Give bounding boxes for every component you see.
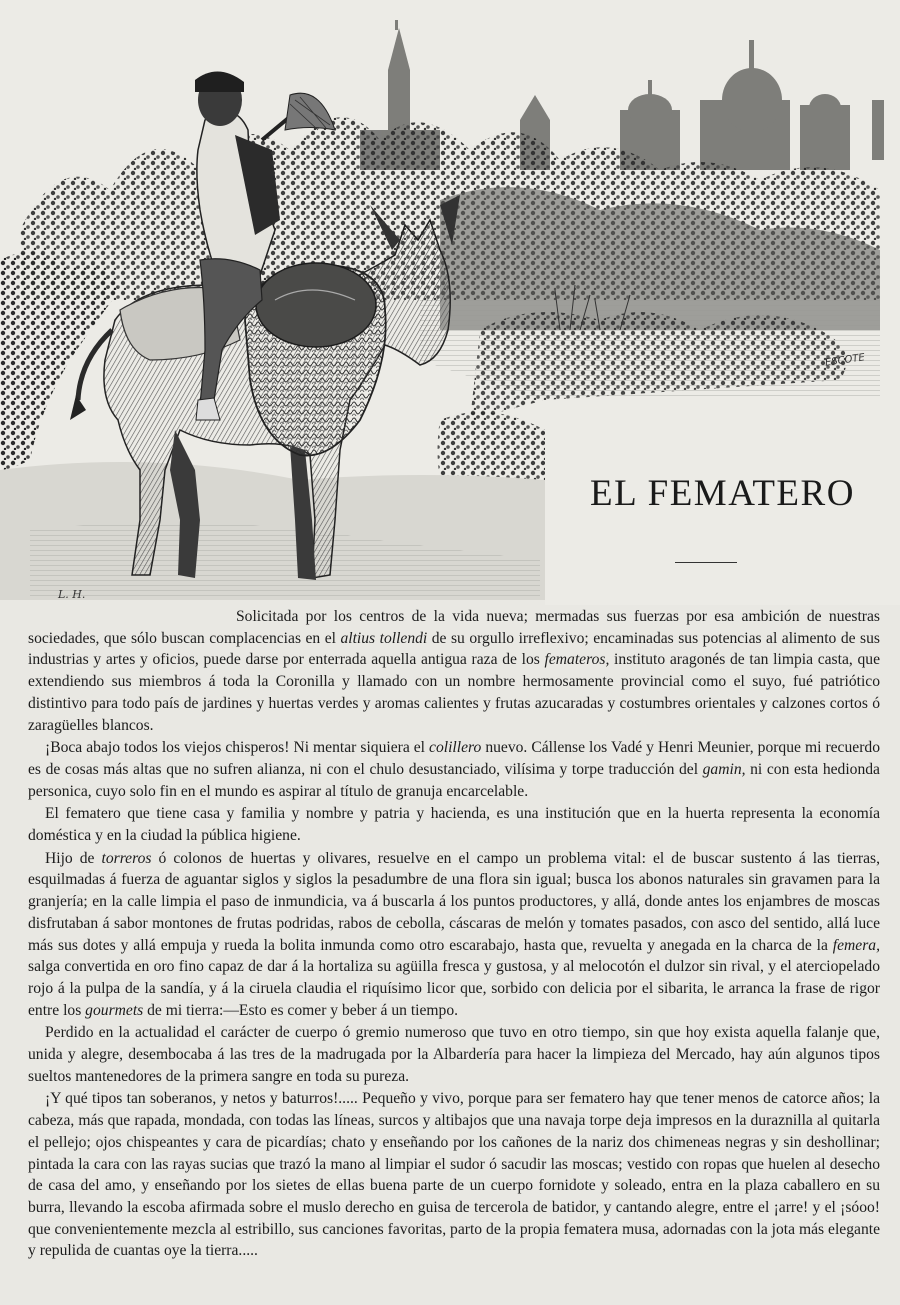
text-run: Hijo de <box>45 849 102 867</box>
article-body <box>28 606 880 1262</box>
article-title: EL FEMATERO <box>590 473 855 514</box>
text-run: de mi tierra:—Esto es comer y beber á un tiempo. <box>143 1001 459 1019</box>
italic-term: altius tollendi <box>340 629 428 647</box>
italic-term: gamin, <box>702 760 746 778</box>
text-run: instituto aragonés de tan limpia casta, que extendiendo sus miembros á toda la Coronilla y llamado con un nombre hermosamente provincial como el suyo, fué patriótico distintivo para todo país de jardines y huertas verdes y aromas calientes y frutas azucaradas y costumbres orientales y calzones cortos ó zaragüelles blancos. <box>28 651 880 734</box>
text-run: ¡Boca abajo todos los viejos chisperos! Ni mentar siquiera el <box>45 739 430 757</box>
text-run: ó colonos de huertas y olivares, resuelve en el campo un problema vital: el de buscar sustento á las tierras, esquilmadas á fuerza de aguantar siglos y siglos la pesadumbre de una flora sin igual; busca los abonos naturales sin gravamen para la granjería; en la calle limpia el paso de inmundicia, va á buscarla á los puntos productores, y allá, donde antes los enjambres de moscas disfrutaban á sabor montones de frutas podridas, rabos de cebolla, cáscaras de melón y tomates pasados, con asco del sentido, allá luce más sus dotes y allá empuja y rueda la bolita inmunda como otro escarabajo, hasta que, revuelta y anegada en la charca de la <box>28 849 880 954</box>
article-paragraph <box>28 1022 880 1087</box>
text-run: Perdido en la actualidad el carácter de cuerpo ó gremio numeroso que tuvo en otro tiempo, sin que hoy exista aquella falanje que, unida y alegre, desembocaba á las tres de la madrugada por la Albardería para hacer la limpieza del Mercado, hay aún algunos tipos sueltos mantenedores de la primera sangre en toda su pureza. <box>28 1024 880 1085</box>
title-panel <box>545 400 900 605</box>
italic-term: femera, <box>832 936 880 954</box>
text-run: nuevo. Cállense los Vadé y Henri Meunier, porque mi recuerdo es de cosas más altas que no sufren alianza, ni con el chulo desustanciado, vilísima y torpe traducción del <box>28 739 880 778</box>
article-paragraph <box>28 848 880 1022</box>
text-run: El fematero que tiene casa y familia y nombre y patria y hacienda, es una institución que en la huerta representa la economía doméstica y en la ciudad la pública higiene. <box>28 805 880 845</box>
italic-term: gourmets <box>85 1001 144 1019</box>
article-paragraph <box>28 803 880 846</box>
article-paragraph <box>28 606 880 736</box>
illustrator-signature: L. H. <box>58 588 86 601</box>
title-divider <box>675 562 737 563</box>
text-run: ¡Y qué tipos tan soberanos, y netos y baturros!..... Pequeño y vivo, porque para ser fematero hay que tener menos de catorce años; la cabeza, más que rapada, mondada, con todas las líneas, surcos y altibajos que una navaja torpe deja impresos en la duraznilla al quitarla el pellejo; ojos chispeantes y cara de picardías; chato y enseñando por los cañones de la nariz dos chimeneas negras y sin deshollinar; pintada la cara con las rayas sucias que trazó la mano al limpiar el sudor ó sacudir las moscas; vestido con ropas que huelen al desecho de casa del amo, y enseñando por los sietes de ellas buena parte de un cuerpo fornidote y soleado, entra en la plaza caballero en su burra, llevando la escoba afirmada sobre el muslo derecho en guisa de tercerola de batidor, y cantando alegre, entre el ¡arre! y el ¡sóoo! que convenientemente mezcla al estribillo, sus canciones favoritas, parto de la propia fematera musa, adornadas con la jota más elegante y repulida de cuantas oye la tierra..... <box>28 1090 880 1260</box>
italic-term: femateros, <box>544 651 610 669</box>
italic-term: torreros <box>101 849 152 867</box>
text-run: ni con esta hedionda personica, cuyo solo fin en el mundo es aspirar al título de granuja encarcelable. <box>28 760 880 800</box>
italic-term: colillero <box>429 739 482 757</box>
text-run: de su orgullo irreflexivo; encaminadas sus potencias al alimento de sus industrias y artes y oficios, puede darse por enterrada aquella antigua raza de los <box>28 629 880 669</box>
text-run: Solicitada por los centros de la vida nueva; mermadas sus fuerzas por esa ambición de nuestras sociedades, que sólo buscan complacencias en el <box>28 608 880 647</box>
engraver-signature: ESCOTE <box>824 352 866 369</box>
article-paragraph <box>28 737 880 802</box>
article-paragraph <box>28 1088 880 1262</box>
text-run: salga convertida en oro fino capaz de dar á la hortaliza su agüilla fresca y gustosa, y al melocotón el dulzor sin rival, y el aterciopelado rojo á la pulpa de la sandía, y á la ciruela claudia el riquísimo licor que, sorbido con delicia por el sibarita, le arranca la frase de rigor entre los <box>28 958 880 1019</box>
